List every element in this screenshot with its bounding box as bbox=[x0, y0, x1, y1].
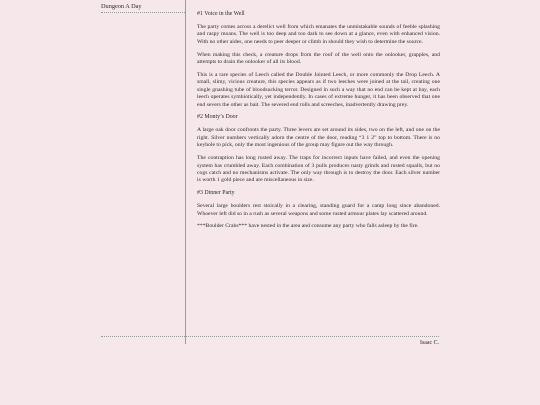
paragraph: The contraption has long rusted away. The traps for incorrect inputs have failed, and even the opening system has crumbled away. Each combination of 3 pulls produces nasty grinds and rusted squalls, but no cogs catch and no mechanisms activate. The only way through is to destroy the door. Each silver number is worth 1 gold piece and are miscellaneous in size. bbox=[197, 155, 440, 184]
sidebar-divider bbox=[185, 0, 186, 344]
paragraph: A large oak door confronts the party. Three levers are set around its sides, two on the left, and one on the right. Silver numbers vertically adorn the centre of the door, reading “3 1 2” top to bottom. There is no keyhole to pick, only the most ingenious of the group may figure out the way through. bbox=[197, 127, 440, 149]
author-name: Isaac C. bbox=[420, 340, 439, 346]
paragraph: Several large boulders rest stoically in a clearing, standing guard for a camp long since abandoned. Whoever left did so in a rush as several weapons and some rusted armour plates lay scattered around. bbox=[197, 203, 440, 217]
site-title[interactable]: Dungeon A Day bbox=[101, 3, 142, 10]
paragraph: ***Boulder Crabs*** have nested in the area and consume any party who falls asleep by the fire. bbox=[197, 223, 419, 230]
footer-divider bbox=[101, 336, 439, 337]
section-heading: #1 Voice in the Well bbox=[197, 11, 245, 17]
post-body bbox=[197, 11, 440, 236]
header-divider bbox=[101, 12, 185, 13]
section-heading: #3 Dinner Party bbox=[197, 190, 235, 197]
paragraph: When making this check, a creature drops from the roof of the well onto the onlooker, grapples, and attempts to drain the onlooker of all its blood. bbox=[197, 51, 440, 66]
paragraph: This is a rare species of Leech called the Double Jointed Leech, or more commonly the Drop Leech. A small, slimy, vicious creature, this species appears as if two leeches were joined at the tail, creating one single gnashing tube of bloodsucking terror. Designed in such a way that no end can be kept at bay, each leech operates symbiotically, yet independently. In cases of extreme hunger, it has been observed that one end severs the other as bait. The severed end rolls and screeches, inadvertently drawing prey. bbox=[197, 71, 440, 108]
section-heading: #2 Monty’s Door bbox=[197, 114, 238, 121]
paragraph: The party comes across a derelict well from which emanates the unmistakable sounds of feeble splashing and raspy moans. The well is too deep and too dark to see down at a glance, even with enhanced vision. With no other aides, one needs to peer deeper or climb in should they wish to determine the source. bbox=[197, 23, 440, 45]
